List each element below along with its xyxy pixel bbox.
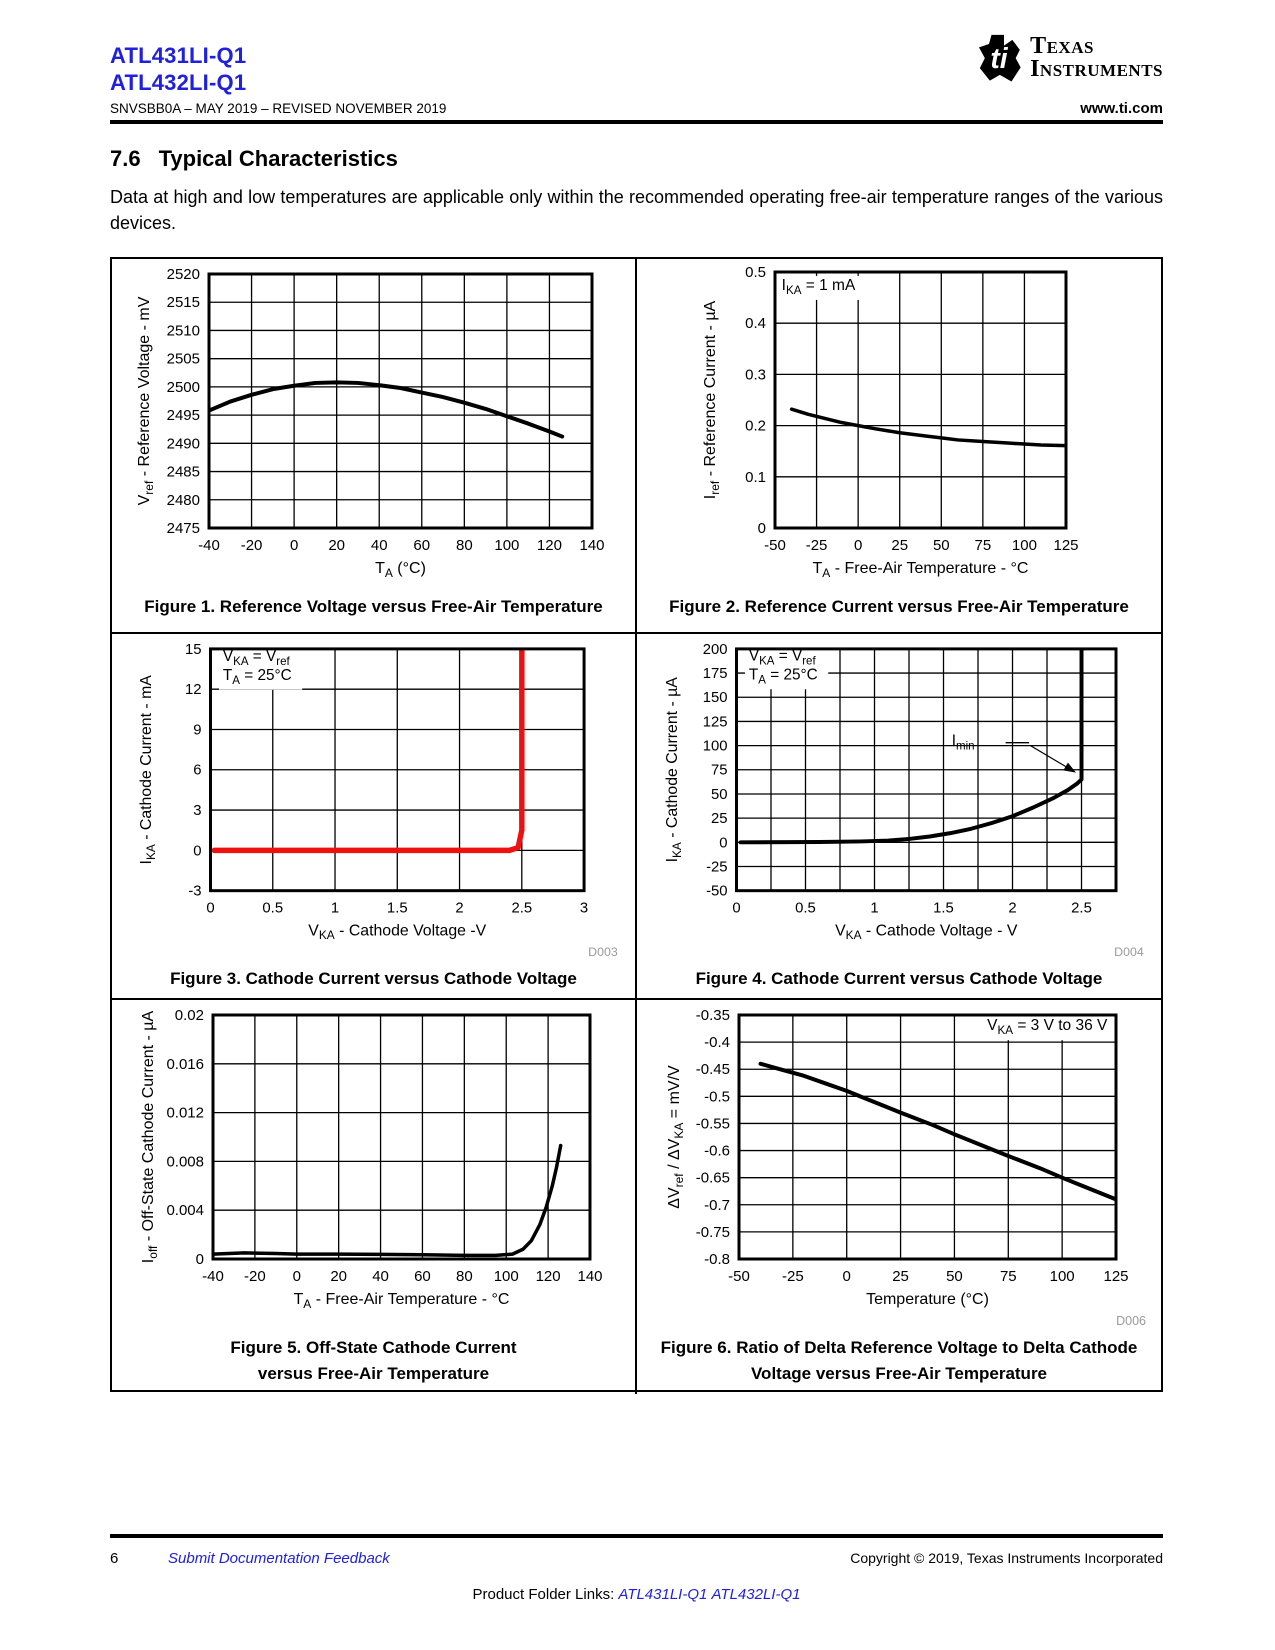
svg-text:3: 3 — [193, 803, 202, 820]
submit-documentation-feedback-link[interactable]: Submit Documentation Feedback — [168, 1550, 390, 1567]
svg-text:100: 100 — [493, 1268, 519, 1285]
svg-text:175: 175 — [702, 666, 728, 683]
svg-text:125: 125 — [1102, 1268, 1129, 1285]
svg-text:VKA - Cathode Voltage - V: $V_{KA}$ - Cathode Voltage - V — [834, 922, 1017, 943]
svg-text:3: 3 — [579, 900, 589, 917]
svg-text:-0.65: -0.65 — [695, 1169, 730, 1187]
figure-1-cell — [112, 259, 637, 634]
svg-text:-50: -50 — [705, 883, 728, 900]
svg-text:-0.6: -0.6 — [703, 1142, 730, 1160]
svg-text:2480: 2480 — [166, 491, 200, 509]
svg-text:VKA = Vref: $V_{KA} = V_{ref}$ — [748, 647, 816, 668]
footer-line2 — [110, 1586, 1163, 1603]
svg-text:-0.55: -0.55 — [695, 1115, 730, 1133]
svg-text:IKA - Cathode Current - mA: $I_{KA}$ - Cathode Current - mA — [138, 675, 159, 865]
svg-text:100: 100 — [1049, 1268, 1075, 1285]
product-folder-label: Product Folder Links: — [472, 1586, 615, 1603]
svg-text:120: 120 — [536, 537, 562, 554]
svg-text:125: 125 — [1052, 537, 1079, 554]
ti-logo-line2: Instruments — [1030, 56, 1163, 82]
svg-text:60: 60 — [413, 537, 431, 554]
page-number: 6 — [110, 1550, 119, 1567]
part-number-1: ATL431LI-Q1 — [110, 43, 247, 68]
figure-1-chart — [121, 262, 626, 592]
svg-text:2485: 2485 — [166, 463, 200, 481]
figure-6-chart — [647, 1003, 1152, 1333]
document-revision: SNVSBB0A – MAY 2019 – REVISED NOVEMBER 2019 — [110, 101, 447, 116]
svg-text:2500: 2500 — [166, 378, 200, 396]
svg-text:-40: -40 — [198, 537, 220, 554]
product-folder-link-atl432li-q1[interactable]: ATL432LI-Q1 — [711, 1586, 801, 1603]
svg-text:2505: 2505 — [166, 350, 200, 368]
svg-text:1: 1 — [869, 900, 879, 917]
svg-text:0.012: 0.012 — [166, 1104, 204, 1122]
svg-text:-0.7: -0.7 — [703, 1196, 730, 1214]
typical-characteristics-figures — [110, 257, 1163, 1392]
svg-text:VKA = 3 V to 36 V: $V_{KA} = 3$ V to 36 V — [986, 1017, 1107, 1038]
figure-2-chart — [647, 262, 1152, 592]
svg-text:-50: -50 — [763, 537, 786, 554]
svg-text:2520: 2520 — [166, 266, 200, 283]
svg-text:ΔVref / ΔVKA = mV/V: $\Delta V_{ref} / \Delta V_{KA} = mV/V$ — [665, 1065, 686, 1209]
svg-text:IKA = 1 mA: $I_{KA} = 1$ mA — [781, 276, 855, 297]
svg-text:0: 0 — [718, 835, 728, 852]
svg-text:2.5: 2.5 — [1070, 900, 1092, 917]
svg-text:80: 80 — [455, 1268, 473, 1285]
svg-text:0.5: 0.5 — [744, 264, 766, 281]
svg-text:75: 75 — [974, 537, 991, 554]
svg-text:2: 2 — [1007, 900, 1017, 917]
svg-text:2495: 2495 — [166, 407, 200, 425]
website-link[interactable]: www.ti.com — [1080, 100, 1163, 117]
footer-rule — [110, 1534, 1163, 1538]
svg-text:-0.4: -0.4 — [703, 1034, 730, 1052]
svg-text:-25: -25 — [781, 1268, 804, 1285]
svg-text:Vref - Reference Voltage - mV: $V_{ref}$ - Reference Voltage - mV — [136, 296, 156, 506]
svg-text:0: 0 — [757, 520, 766, 537]
figure-3-caption: Figure 3. Cathode Current versus Cathode Voltage — [170, 969, 577, 988]
svg-text:20: 20 — [330, 1268, 348, 1285]
figure-3-cell — [112, 634, 637, 1000]
svg-text:2475: 2475 — [166, 520, 200, 537]
svg-text:0: 0 — [206, 900, 215, 917]
svg-text:0.1: 0.1 — [744, 468, 766, 486]
svg-text:0.008: 0.008 — [166, 1153, 204, 1171]
svg-text:TA (°C): $T_A$ (°C) — [375, 560, 426, 580]
svg-text:0.02: 0.02 — [174, 1007, 204, 1024]
svg-text:-3: -3 — [188, 883, 202, 900]
svg-text:0.3: 0.3 — [744, 366, 766, 384]
svg-text:12: 12 — [185, 682, 202, 699]
svg-text:0.4: 0.4 — [744, 315, 766, 333]
svg-text:50: 50 — [932, 537, 950, 554]
svg-text:0: 0 — [193, 843, 202, 860]
part-number-2: ATL432LI-Q1 — [110, 70, 247, 95]
figure-6-caption: Figure 6. Ratio of Delta Reference Voltage to Delta Cathode Voltage versus Free-Air Temperature — [660, 1338, 1138, 1383]
svg-text:-20: -20 — [240, 537, 263, 554]
svg-text:25: 25 — [891, 1268, 909, 1285]
svg-text:TA - Free-Air Temperature - °C: $T_A$ - Free-Air Temperature - °C — [293, 1291, 510, 1311]
svg-text:20: 20 — [328, 537, 346, 554]
svg-text:-0.45: -0.45 — [695, 1061, 730, 1079]
svg-text:100: 100 — [494, 537, 520, 554]
figure-4-chart — [647, 637, 1152, 964]
svg-text:VKA = Vref: $V_{KA} = V_{ref}$ — [222, 647, 290, 668]
svg-text:50: 50 — [710, 786, 728, 803]
svg-text:100: 100 — [702, 738, 728, 755]
svg-text:-0.5: -0.5 — [703, 1088, 730, 1106]
svg-text:0: 0 — [853, 537, 862, 554]
svg-text:Ioff - Off-State Cathode Curre: $I_{off}$ - Off-State Cathode Current - µA — [140, 1010, 160, 1264]
copyright-notice: Copyright © 2019, Texas Instruments Incorporated — [850, 1550, 1163, 1566]
svg-text:25: 25 — [890, 537, 908, 554]
svg-text:150: 150 — [702, 690, 728, 707]
svg-text:0.004: 0.004 — [166, 1202, 204, 1220]
svg-text:Iref - Reference Current - µA: $I_{ref}$ - Reference Current - µA — [701, 300, 722, 500]
svg-text:140: 140 — [577, 1268, 603, 1285]
svg-text:140: 140 — [579, 537, 605, 554]
svg-text:9: 9 — [193, 722, 202, 739]
svg-text:TA = 25°C: $T_A = 25^\circ C$ — [748, 666, 818, 687]
svg-text:-20: -20 — [244, 1268, 266, 1285]
figure-5-cell — [112, 1000, 637, 1394]
section-intro: Data at high and low temperatures are applicable only within the recommended operating free-air temperature ranges of the various devices. — [110, 187, 1163, 233]
svg-text:-40: -40 — [202, 1268, 224, 1285]
svg-text:200: 200 — [702, 641, 728, 658]
ti-logo — [974, 33, 1163, 90]
svg-text:0.5: 0.5 — [794, 900, 816, 917]
svg-text:-0.75: -0.75 — [695, 1223, 730, 1241]
svg-text:-0.8: -0.8 — [703, 1251, 730, 1268]
svg-text:0: 0 — [195, 1251, 204, 1268]
svg-text:Imin: $I_{min}$ — [951, 732, 975, 753]
part-numbers — [110, 42, 246, 96]
svg-text:6: 6 — [193, 762, 202, 779]
svg-text:-25: -25 — [805, 537, 827, 554]
svg-text:75: 75 — [999, 1268, 1017, 1285]
figure-2-caption: Figure 2. Reference Current versus Free-Air Temperature — [669, 597, 1129, 616]
svg-text:1: 1 — [330, 900, 340, 917]
svg-text:0.016: 0.016 — [166, 1055, 204, 1073]
svg-text:0.2: 0.2 — [744, 417, 766, 435]
section-number: 7.6 — [110, 146, 141, 171]
svg-text:120: 120 — [535, 1268, 561, 1285]
svg-text:40: 40 — [372, 1268, 389, 1285]
svg-text:100: 100 — [1011, 537, 1037, 554]
product-folder-link-atl431li-q1[interactable]: ATL431LI-Q1 — [618, 1586, 708, 1603]
svg-text:60: 60 — [414, 1268, 431, 1285]
svg-text:VKA - Cathode Voltage -V: $V_{KA}$ - Cathode Voltage -V — [308, 922, 487, 943]
svg-text:80: 80 — [455, 537, 473, 554]
svg-text:2: 2 — [455, 900, 464, 917]
figure-4-caption: Figure 4. Cathode Current versus Cathode Voltage — [695, 969, 1103, 988]
svg-text:125: 125 — [702, 714, 728, 731]
svg-text:0: 0 — [842, 1268, 851, 1285]
figure-5-chart — [121, 1003, 626, 1333]
svg-text:IKA - Cathode Current - µA: $I_{KA}$ - Cathode Current - µA — [663, 677, 684, 863]
svg-text:Temperature (°C): Temperature (°C) — [865, 1291, 989, 1308]
svg-text:-50: -50 — [727, 1268, 750, 1285]
figure-1-caption: Figure 1. Reference Voltage versus Free-Air Temperature — [144, 597, 603, 616]
ti-logo-text — [1030, 35, 1163, 81]
figure-6-cell — [637, 1000, 1161, 1394]
svg-text:2.5: 2.5 — [511, 900, 533, 917]
svg-text:1.5: 1.5 — [932, 900, 954, 917]
svg-text:2515: 2515 — [166, 294, 200, 312]
svg-text:75: 75 — [710, 762, 728, 779]
figure-2-cell — [637, 259, 1161, 634]
svg-text:0: 0 — [292, 1268, 301, 1285]
ti-logo-icon — [974, 33, 1024, 90]
svg-text:1.5: 1.5 — [386, 900, 408, 917]
figure-3-chart — [121, 637, 626, 964]
svg-text:25: 25 — [710, 811, 728, 828]
section-title: Typical Characteristics — [158, 146, 398, 171]
svg-text:2510: 2510 — [166, 322, 200, 340]
svg-text:2490: 2490 — [166, 435, 200, 453]
svg-text:0.5: 0.5 — [262, 900, 284, 917]
svg-text:D003: D003 — [588, 945, 618, 960]
svg-text:D006: D006 — [1115, 1314, 1146, 1328]
svg-text:0: 0 — [289, 537, 299, 554]
svg-text:ti: ti — [990, 43, 1008, 76]
header-rule — [110, 120, 1163, 124]
svg-text:TA = 25°C: $T_A = 25^\circ C$ — [222, 666, 292, 687]
svg-text:-25: -25 — [705, 859, 728, 876]
section-heading — [110, 146, 398, 172]
svg-text:-0.35: -0.35 — [695, 1007, 730, 1024]
svg-text:40: 40 — [370, 537, 388, 554]
svg-text:50: 50 — [945, 1268, 963, 1285]
svg-text:15: 15 — [185, 641, 202, 658]
figure-4-cell — [637, 634, 1161, 1000]
ti-logo-line1: Texas — [1030, 33, 1094, 59]
figure-5-caption: Figure 5. Off-State Cathode Current versus Free-Air Temperature — [230, 1338, 517, 1383]
svg-text:D004: D004 — [1113, 945, 1144, 960]
svg-text:TA - Free-Air Temperature - °C: $T_A$ - Free-Air Temperature - °C — [812, 560, 1028, 580]
svg-text:0: 0 — [731, 900, 741, 917]
